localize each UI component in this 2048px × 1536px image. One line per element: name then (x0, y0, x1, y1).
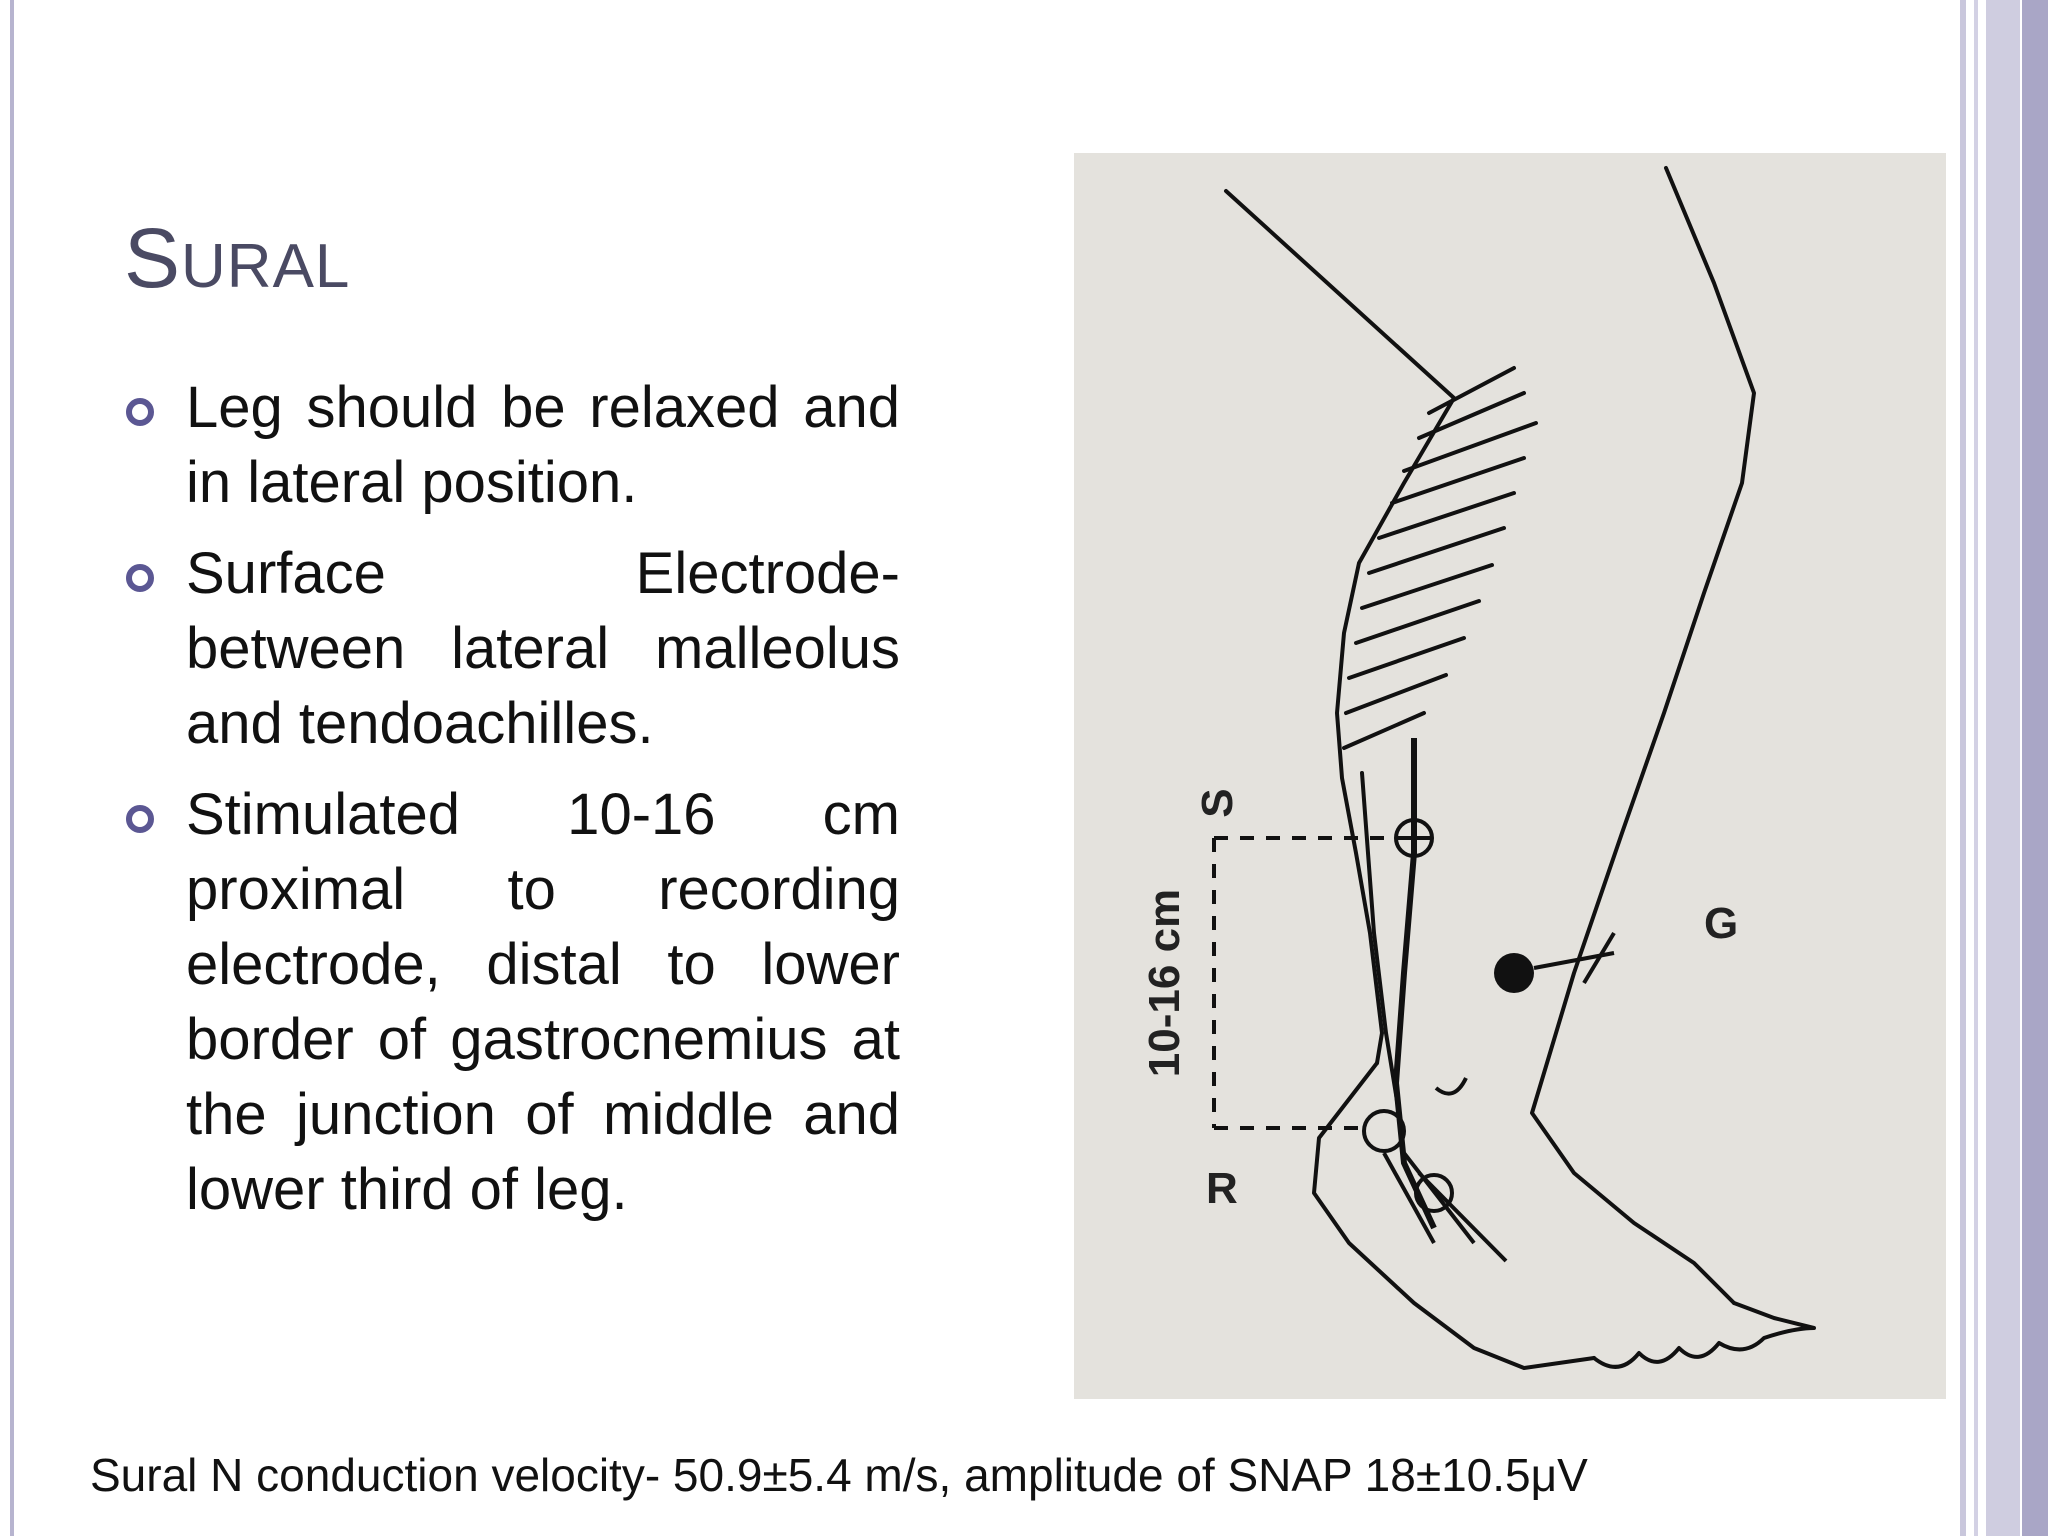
slide-title: SURAL (124, 211, 351, 305)
right-decorative-stripes (1960, 0, 2048, 1536)
bullet-text: Surface Electrode- between lateral malleolus and tendoachilles. (186, 541, 900, 756)
bullet-item (124, 536, 900, 761)
figure-background (1074, 153, 1946, 1399)
label-r: R (1206, 1164, 1238, 1213)
footnote-text: Sural N conduction velocity- 50.9±5.4 m/s, amplitude of SNAP 18±10.5μV (90, 1449, 1588, 1501)
bullet-text: Stimulated 10-16 cm proximal to recording electrode, distal to lower border of gastrocnemius at the junction of middle and lower third of leg. (186, 782, 900, 1222)
stimulation-electrode (1396, 820, 1432, 856)
left-border-line (10, 0, 14, 1536)
bullet-circle-icon (126, 398, 154, 426)
bullet-text: Leg should be relaxed and in lateral position. (186, 375, 900, 515)
bullet-circle-icon (126, 805, 154, 833)
label-s: S (1193, 788, 1242, 818)
label-distance: 10-16 cm (1140, 888, 1189, 1078)
bullet-item (124, 777, 900, 1227)
ground-electrode (1494, 953, 1534, 993)
label-g: G (1704, 899, 1739, 948)
sural-nerve-leg-diagram (1074, 153, 1946, 1399)
bullet-circle-icon (126, 564, 154, 592)
bullet-item (124, 370, 900, 520)
bullet-list (124, 370, 900, 1243)
